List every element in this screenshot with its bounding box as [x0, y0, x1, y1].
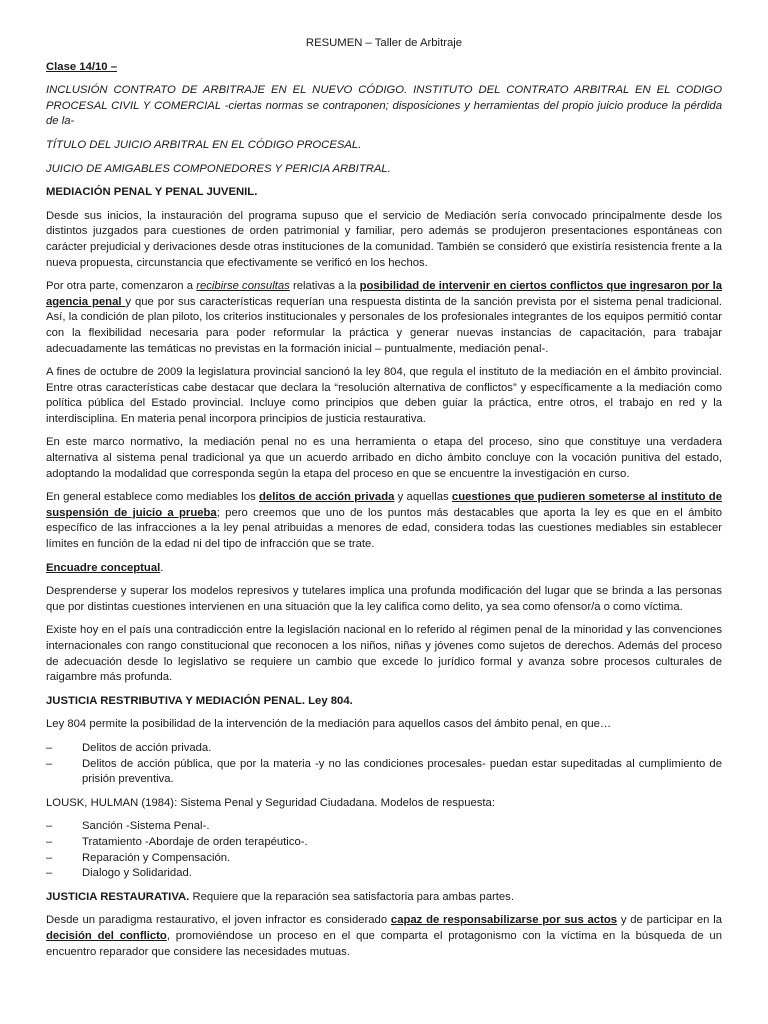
emphasis-cuestiones-suspension: cuestiones que pudieren someterse al instituto de suspensión de juicio a prueba [46, 491, 722, 519]
list-item-text: Sanción -Sistema Penal-. [82, 820, 210, 833]
juicio-amigables-componedores: JUICIO DE AMIGABLES COMPONEDORES Y PERICIA ARBITRAL. [46, 162, 391, 175]
heading-justicia-restributiva: JUSTICIA RESTRIBUTIVA Y MEDIACIÓN PENAL. Ley 804. [46, 694, 353, 707]
list-item [46, 757, 722, 788]
list-item [46, 866, 722, 882]
emphasis-decision-conflicto: decisión del conflicto [46, 929, 167, 942]
emphasis-posibilidad-intervenir: posibilidad de intervenir en ciertos conflictos que ingresaron por la agencia penal [46, 280, 722, 308]
text-run: . [160, 561, 164, 574]
text-run: , promoviéndose un proceso en el que comparta el protagonismo con la víctima en la búsqueda de un encuentro reparador que considere las necesidades mutuas. [46, 929, 723, 958]
class-date-heading [46, 60, 722, 76]
list-item-text: Tratamiento -Abordaje de orden terapéutico-. [82, 835, 308, 848]
emphasis-capaz-responsabilizarse: capaz de responsabilizarse por sus actos [390, 914, 618, 927]
list-item [46, 851, 722, 867]
list-item [46, 819, 722, 835]
text-run: ; pero creemos que uno de los puntos más destacables que aporta la ley es que en el ámbito específico de las infracciones a la ley penal atribuidas a menores de edad, considera todas las cuestiones mediables sin establecer límites en función de la edad ni del tipo de infracción que se trate. [46, 506, 722, 551]
intro-italic-paragraph: INCLUSIÓN CONTRATO DE ARBITRAJE EN EL NUEVO CÓDIGO. INSTITUTO DEL CONTRATO ARBITRAL EN EL CODIGO PROCESAL CIVIL Y COMERCIAL -ciertas normas se contraponen; disposiciones y herramientas del propio juicio produce la pérdida de la- [46, 84, 722, 128]
paragraph-justicia-restaurativa [46, 890, 722, 906]
list-item [46, 835, 722, 851]
dash-bullet: – [46, 757, 53, 770]
text-run: relativas a la [289, 280, 360, 293]
paragraph-desprenderse: Desprenderse y superar los modelos represivos y tutelares implica una profunda modificación del lugar que se brinda a las personas que por distintas cuestiones intervienen en una situación que la ley califica como delito, ya sea como ofensor/a o como víctima. [46, 585, 722, 613]
document-title: RESUMEN – Taller de Arbitraje [305, 37, 463, 49]
paragraph-paradigma-restaurativo [46, 913, 722, 960]
dash-bullet: – [46, 741, 53, 754]
list-item-text: Dialogo y Solidaridad. [82, 867, 192, 880]
text-run: y aquellas [394, 491, 452, 504]
paragraph-ley-804: A fines de octubre de 2009 la legislatura provincial sancionó la ley 804, que regula el instituto de la mediación en el ámbito provincial. Entre otras características cabe destacar que declara la “resolución alternativa de conflictos” y específicamente a la mediación como política pública del Estado provincial. Incluye como principios que deben guiar la práctica, entre otros, el trabajo en red y la interdisciplina. En materia penal incorpora principios de justicia restaurativa. [46, 366, 722, 425]
paragraph-marco-normativo: En este marco normativo, la mediación penal no es una herramienta o etapa del proceso, sino que constituye una verdadera alternativa al sistema penal tradicional ya que un acuerdo arribado en dicho ámbito concluye con la vocación punitiva del estado, adoptando la modalidad que corresponda según la etapa del proceso en que se encuentre la investigación en curso. [46, 436, 722, 480]
list-item [46, 741, 722, 757]
paragraph-mediables [46, 490, 722, 552]
text-run: y que por sus características requerían una respuesta distinta de la sanción prevista por el sistema penal tradicional. Así, la condición de plan piloto, los criterios institucionales y personales de los profesionales integrantes de los equipos permitió contar con la flexibilidad necesaria para poder reformular la práctica y generar nuevas instancias de capacitación, para trabajar adecuadamente las temáticas no previstas en la formación inicial – puntualmente, mediación penal-. [46, 295, 722, 355]
class-date: Clase 14/10 – [46, 60, 117, 73]
paragraph-lousk-hulman: LOUSK, HULMAN (1984): Sistema Penal y Seguridad Ciudadana. Modelos de respuesta: [46, 796, 495, 809]
text-run: Requiere que la reparación sea satisfactoria para ambas partes. [189, 890, 514, 903]
dash-bullet: – [46, 851, 53, 864]
dash-bullet: – [46, 867, 53, 880]
paragraph-ley-804-permite: Ley 804 permite la posibilidad de la intervención de la mediación para aquellos casos del ámbito penal, en que… [46, 718, 612, 731]
encuadre-conceptual-label: Encuadre conceptual [46, 561, 161, 574]
heading-justicia-restaurativa: JUSTICIA RESTAURATIVA. [46, 890, 190, 903]
paragraph-contradiccion: Existe hoy en el país una contradicción entre la legislación nacional en lo referido al régimen penal de la minoridad y las convenciones internacionales con rango constitucional que reconocen a los niños, niñas y jóvenes como sujetos de derechos. Además del proceso de adecuación desde lo legislativo se requiere un cambio que excede lo jurídico formal y avanza sobre procesos culturales de raigambre más profunda. [46, 624, 722, 684]
titulo-juicio-arbitral: TÍTULO DEL JUICIO ARBITRAL EN EL CÓDIGO PROCESAL. [46, 138, 362, 151]
text-run: Desde un paradigma restaurativo, el joven infractor es considerado [46, 914, 391, 927]
dash-bullet: – [46, 835, 53, 848]
list-item-text: Reparación y Compensación. [82, 851, 231, 864]
text-run: En general establece como mediables los [46, 491, 260, 504]
emphasis-delitos-accion-privada: delitos de acción privada [259, 491, 395, 504]
list-casos-mediables [46, 741, 722, 788]
list-item-text: Delitos de acción privada. [82, 741, 212, 754]
text-run: Por otra parte, comenzaron a [46, 280, 197, 293]
paragraph-consultas [46, 279, 722, 357]
heading-encuadre [46, 561, 722, 577]
heading-mediacion-penal: MEDIACIÓN PENAL Y PENAL JUVENIL. [46, 186, 258, 199]
list-modelos-respuesta [46, 819, 722, 881]
dash-bullet: – [46, 820, 53, 833]
paragraph-inicios: Desde sus inicios, la instauración del programa supuso que el servicio de Mediación sería convocado principalmente desde los distintos juzgados para cuestiones de orden patrimonial y familiar, pero además se produjeron presentaciones espontáneas con carácter prejudicial y derivaciones desde otras instituciones de la comunidad. También se consideró que existiría resistencia frente a la nueva propuesta, circunstancia que efectivamente se verificó en los hechos. [46, 209, 722, 269]
emphasis-recibirse-consultas: recibirse consultas [196, 280, 290, 293]
list-item-text: Delitos de acción pública, que por la materia -y no las condiciones procesales- puedan estar supeditadas al cumplimiento de prisión preventiva. [82, 757, 722, 786]
text-run: y de participar en la [617, 914, 722, 927]
